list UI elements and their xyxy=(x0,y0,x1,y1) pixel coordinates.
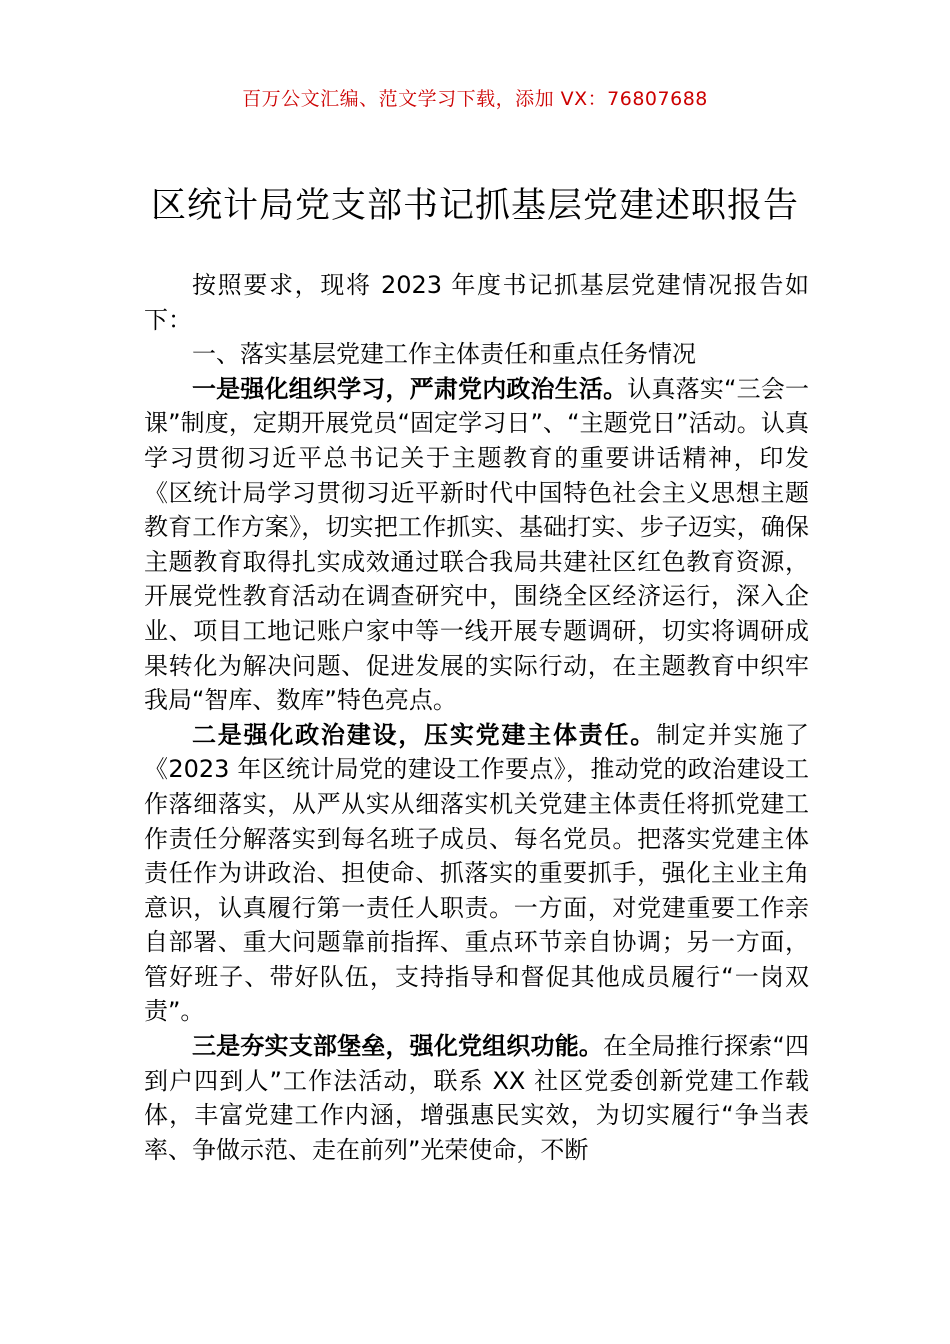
document-body xyxy=(144,268,809,1167)
document-title: 区统计局党支部书记抓基层党建述职报告 xyxy=(150,186,799,226)
paragraph-3 xyxy=(144,1029,809,1167)
header-note: 百万公文汇编、范文学习下载，添加 VX：76807688 xyxy=(242,88,708,110)
paragraph-1 xyxy=(144,372,809,718)
intro-paragraph: 按照要求，现将 2023 年度书记抓基层党建情况报告如下： xyxy=(144,271,809,334)
paragraph-2-text: 制定并实施了《2023 年区统计局党的建设工作要点》，推动党的政治建设工作落细落实，从严从实从细落实机关党建主体责任将抓党建工作责任分解落实到每名班子成员、每名党员。把落实党建主体责任作为讲政治、担使命、抓落实的重要抓手，强化主业主角意识，认真履行第一责任人职责。一方面，对党建重要工作亲自部署、重大问题靠前指挥、重点环节亲自协调；另一方面，管好班子、带好队伍，支持指导和督促其他成员履行“一岗双责”。 xyxy=(144,720,810,1026)
paragraph-1-text: 认真落实“三会一课”制度，定期开展党员“固定学习日”、“主题党日”活动。认真学习贯彻习近平总书记关于主题教育的重要讲话精神，印发《区统计局学习贯彻习近平新时代中国特色社会主义思想主题教育工作方案》，切实把工作抓实、基础打实、步子迈实，确保主题教育取得扎实成效通过联合我局共建社区红色教育资源，开展党性教育活动在调查研究中，围绕全区经济运行，深入企业、项目工地记账户家中等一线开展专题调研，切实将调研成果转化为解决问题、促进发展的实际行动，在主题教育中织牢我局“智库、数库”特色亮点。 xyxy=(144,374,810,715)
paragraph-2 xyxy=(144,718,809,1029)
section-heading: 一、落实基层党建工作主体责任和重点任务情况 xyxy=(192,340,696,369)
paragraph-3-lead: 三是夯实支部堡垒，强化党组织功能。 xyxy=(192,1032,604,1061)
paragraph-3-text: 在全局推行探索“四到户四到人”工作法活动，联系 XX 社区党委创新党建工作载体，丰富党建工作内涵，增强惠民实效，为切实履行“争当表率、争做示范、走在前列”光荣使命，不断 xyxy=(144,1032,810,1164)
paragraph-2-lead: 二是强化政治建设，压实党建主体责任。 xyxy=(192,720,657,749)
paragraph-1-lead: 一是强化组织学习，严肃党内政治生活。 xyxy=(192,374,628,403)
